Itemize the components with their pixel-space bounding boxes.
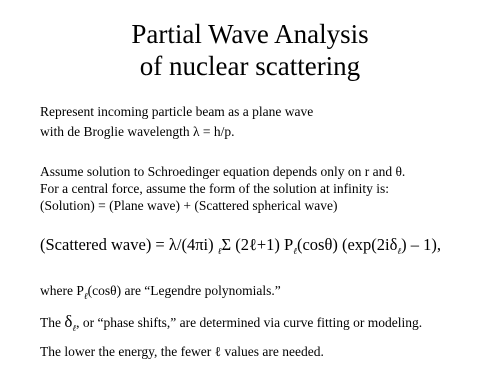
where-part-2: (cosθ) are “Legendre polynomials.”: [87, 283, 281, 298]
para2-line-2: For a central force, assume the form of the solution at infinity is:: [40, 181, 390, 196]
title-line-2: of nuclear scattering: [139, 51, 361, 81]
equation-part-4: ) – 1),: [401, 235, 442, 254]
equation-sub-1: ℓ: [217, 246, 222, 256]
phase-part-2: , or “phase shifts,” are determined via curve fitting or modeling.: [76, 315, 423, 330]
where-sub: ℓ: [83, 291, 88, 301]
title-line-1: Partial Wave Analysis: [131, 19, 369, 49]
phase-sub: ℓ: [72, 323, 77, 333]
para1-line-1: Represent incoming particle beam as a plane wave: [40, 104, 314, 119]
slide-title: [0, 18, 500, 82]
para1-line-2: with de Broglie wavelength λ = h/p.: [40, 124, 235, 139]
phase-shift-note: [40, 313, 422, 333]
scattered-wave-equation: [40, 235, 441, 257]
energy-note: The lower the energy, the fewer ℓ values are needed.: [40, 344, 324, 359]
phase-delta: δ: [64, 312, 73, 331]
equation-sub-2: ℓ: [293, 246, 297, 256]
legendre-note: [40, 282, 281, 301]
para2-line-3: (Solution) = (Plane wave) + (Scattered spherical wave): [40, 198, 338, 213]
equation-part-3: (cosθ) (exp(2iδ: [296, 235, 398, 254]
phase-part-1: The: [40, 315, 65, 330]
para2-line-1: Assume solution to Schroedinger equation depends only on r and θ.: [40, 164, 406, 179]
equation-part-2: Σ (2ℓ+1) P: [221, 235, 294, 254]
equation-part-1: (Scattered wave) = λ/(4πi): [40, 235, 218, 254]
equation-sub-3: ℓ: [397, 246, 402, 256]
where-part-1: where P: [40, 283, 84, 298]
